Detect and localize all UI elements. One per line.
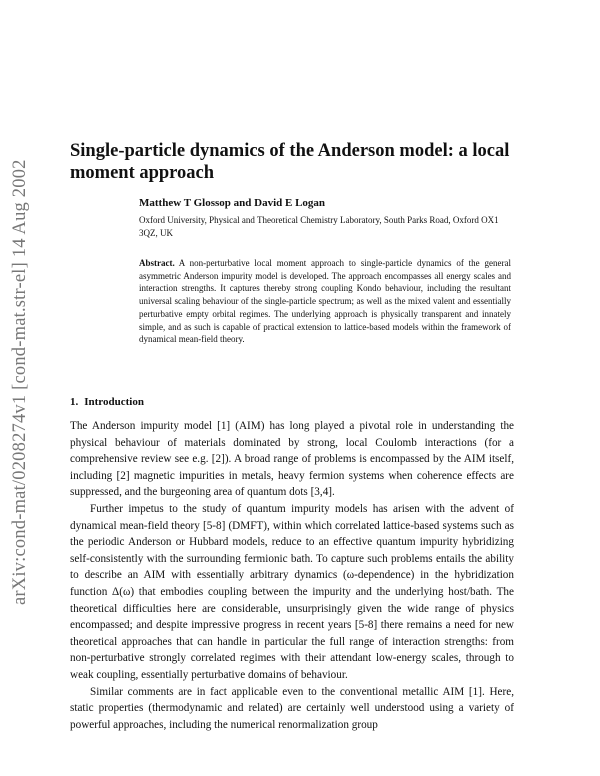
body-paragraph-2: Further impetus to the study of quantum impurity models has arisen with the advent of dynamical mean-field theory [5-8] (DMFT), within which correlated lattice-based systems such as the periodic Anderson or Hubbard models, reduce to an effective quantum impurity hybridizing self-consistently with the surrounding fermionic bath. To capture such problems entails the ability to describe an AIM with essentially arbitrary dynamics (ω-dependence) in the hybridization function Δ(ω) that embodies coupling between the impurity and the underlying host/bath. The theoretical difficulties here are considerable, unsurprisingly given the wide range of physics encompassed; and despite impressive progress in recent years [5-8] there remains a need for new theoretical approaches that can handle in particular the full range of interaction strengths: from non-perturbative strongly correlated regimes with their attendant low-energy scales, through to weak coupling, essentially perturbative domains of behaviour. <box>70 502 514 681</box>
section-number: 1. <box>70 396 79 408</box>
body-paragraph-3: Similar comments are in fact applicable even to the conventional metallic AIM [1]. Here, static properties (thermodynamic and related) are certainly well understood using a variety of powerful approaches, including the numerical renormalization group <box>70 685 514 731</box>
section-body <box>70 418 514 733</box>
section-heading <box>70 396 144 408</box>
arxiv-identifier-stamp: arXiv:cond-mat/0208274v1 [cond-mat.str-el] 14 Aug 2002 <box>10 159 30 605</box>
abstract-text: A non-perturbative local moment approach to single-particle dynamics of the general asymmetric Anderson impurity model is developed. The approach encompasses all energy scales and interaction strengths. It captures thereby strong coupling Kondo behaviour, including the resultant universal scaling behaviour of the single-particle spectrum; as well as the mixed valent and essentially perturbative empty orbital regimes. The underlying approach is physically transparent and innately simple, and as such is capable of practical extension to lattice-based models within the framework of dynamical mean-field theory. <box>139 258 511 345</box>
paper-title: Single-particle dynamics of the Anderson model: a local moment approach <box>70 141 510 183</box>
author-affiliation: Oxford University, Physical and Theoretical Chemistry Laboratory, South Parks Road, Oxford OX1 3QZ, UK <box>139 215 499 238</box>
abstract-block <box>139 257 511 346</box>
body-paragraph-1: The Anderson impurity model [1] (AIM) has long played a pivotal role in understanding the physical behaviour of materials dominated by strong, local Coulomb interactions (for a comprehensive review see e.g. [2]). A broad range of problems is encompassed by the AIM itself, including [2] magnetic impurities in metals, heavy fermion systems when coherence effects are suppressed, and the burgeoning area of quantum dots [3,4]. <box>70 420 514 499</box>
section-title: Introduction <box>84 396 144 408</box>
paper-authors: Matthew T Glossop and David E Logan <box>139 197 326 209</box>
abstract-label: Abstract. <box>139 258 175 268</box>
